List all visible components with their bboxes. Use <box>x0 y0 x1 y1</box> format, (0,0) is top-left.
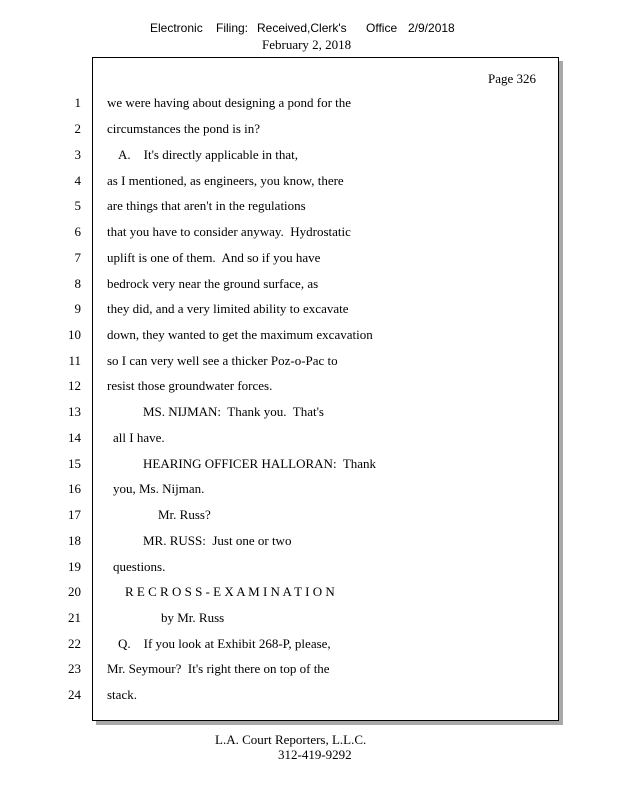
line-number: 15 <box>68 456 81 471</box>
line-number: 4 <box>74 173 81 188</box>
line-number: 3 <box>74 147 81 162</box>
line-number: 12 <box>68 378 81 393</box>
stamp-date: 2/9/2018 <box>408 21 455 35</box>
reporter-phone: 312-419-9292 <box>278 747 352 762</box>
stamp-electronic: Electronic <box>150 21 203 35</box>
line-number: 20 <box>68 584 81 599</box>
line-text: questions. <box>113 559 166 574</box>
line-number: 6 <box>74 224 81 239</box>
line-number: 16 <box>68 481 81 496</box>
stamp-received: Received,Clerk's <box>257 21 347 35</box>
line-text: Mr. Seymour? It's right there on top of the <box>107 661 330 676</box>
line-number: 18 <box>68 533 81 548</box>
reporter-company: L.A. Court Reporters, L.L.C. <box>215 732 367 747</box>
line-text: so I can very well see a thicker Poz-o-Pac to <box>107 353 338 368</box>
line-text: MS. NIJMAN: Thank you. That's <box>143 404 324 419</box>
line-text: circumstances the pond is in? <box>107 121 261 136</box>
line-text: Mr. Russ? <box>158 507 211 522</box>
line-number: 19 <box>68 559 81 574</box>
line-number: 2 <box>74 121 81 136</box>
line-text: stack. <box>107 687 137 702</box>
line-text: all I have. <box>113 430 165 445</box>
hearing-date: February 2, 2018 <box>262 37 352 52</box>
line-text: Q. If you look at Exhibit 268-P, please, <box>118 636 331 651</box>
line-text: they did, and a very limited ability to excavate <box>107 301 349 316</box>
line-text: resist those groundwater forces. <box>107 378 273 393</box>
line-number: 22 <box>68 636 81 651</box>
line-number: 24 <box>68 687 81 702</box>
line-text: uplift is one of them. And so if you have <box>107 250 321 265</box>
line-number: 13 <box>68 404 81 419</box>
stamp-office: Office <box>366 21 398 35</box>
line-number: 17 <box>68 507 81 522</box>
line-text: as I mentioned, as engineers, you know, there <box>107 173 344 188</box>
page-number: Page 326 <box>488 71 537 86</box>
stamp-filing: Filing: <box>216 21 249 35</box>
line-number: 23 <box>68 661 81 676</box>
line-text: bedrock very near the ground surface, as <box>107 276 319 291</box>
line-number: 7 <box>74 250 81 265</box>
line-text: A. It's directly applicable in that, <box>118 147 298 162</box>
line-text: down, they wanted to get the maximum excavation <box>107 327 373 342</box>
line-number: 10 <box>68 327 81 342</box>
line-number: 11 <box>68 353 81 368</box>
line-number: 5 <box>74 198 81 213</box>
line-number: 14 <box>68 430 81 445</box>
line-text: we were having about designing a pond for the <box>107 95 352 110</box>
line-number: 9 <box>74 301 81 316</box>
line-text: HEARING OFFICER HALLORAN: Thank <box>143 456 377 471</box>
line-text: are things that aren't in the regulations <box>107 198 306 213</box>
line-text: by Mr. Russ <box>161 610 225 625</box>
line-text: R E C R O S S - E X A M I N A T I O N <box>125 584 335 599</box>
line-text: MR. RUSS: Just one or two <box>143 533 292 548</box>
line-number: 21 <box>68 610 81 625</box>
line-text: that you have to consider anyway. Hydrostatic <box>107 224 351 239</box>
line-text: you, Ms. Nijman. <box>113 481 205 496</box>
line-number: 8 <box>74 276 81 291</box>
line-number: 1 <box>74 95 81 110</box>
